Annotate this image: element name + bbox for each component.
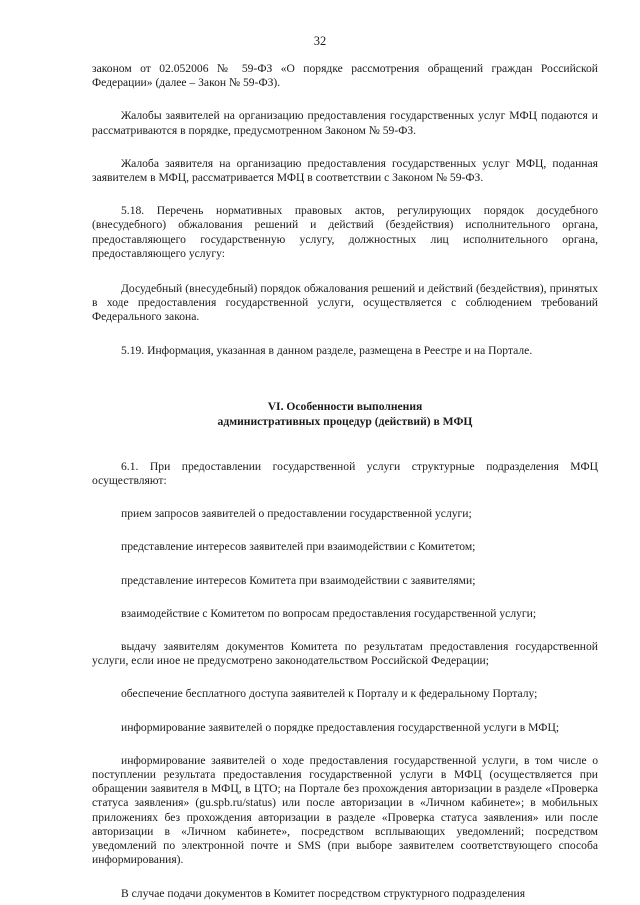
paragraph: Досудебный (внесудебный) порядок обжалования решений и действий (бездействия), принятых в ходе предоставления государственной услуги, осуществляется с соблюдением требований Федерального закона. [92, 282, 598, 324]
section-heading-line: VI. Особенности выполнения [267, 399, 423, 413]
list-item: обеспечение бесплатного доступа заявителей к Порталу и к федеральному Порталу; [121, 687, 538, 701]
paragraph: 5.18. Перечень нормативных правовых актов, регулирующих порядок досудебного (внесудебного) обжалования решений и действий (бездействия) исполнительного органа, предоставляющего государственную услугу, должностных лиц исполнительного органа, предоставляющего услугу: [92, 204, 598, 260]
paragraph: 6.1. При предоставлении государственной услуги структурные подразделения МФЦ осуществляют: [92, 459, 598, 488]
list-item: информирование заявителей о ходе предоставления государственной услуги, в том числе о поступлении результата предоставления государственной услуги в МФЦ (осуществляется при обращении заявителя в МФЦ, в ЦТО; на Портале без прохождения авторизации в разделе «Проверка статуса заявления» (gu.spb.ru/status) или после авторизации в «Личном кабинете»; в мобильных приложениях без прохождения авторизации в разделе «Проверка статуса заявления» или после авторизации в «Личном кабинете», посредством всплывающих уведомлений; посредством уведомлений по электронной почте и SMS (при выборе заявителем соответствующего способа информирования). [92, 753, 598, 867]
list-item: взаимодействие с Комитетом по вопросам предоставления государственной услуги; [121, 606, 537, 620]
paragraph: Жалобы заявителей на организацию предоставления государственных услуг МФЦ подаются и рассматриваются в порядке, предусмотренном Законом № 59-ФЗ. [92, 109, 598, 137]
list-item: информирование заявителей о порядке предоставления государственной услуги в МФЦ; [121, 720, 560, 734]
list-item: выдачу заявителям документов Комитета по результатам предоставления государственной услуги, если иное не предусмотрено законодательством Российской Федерации; [92, 640, 598, 668]
list-item: прием запросов заявителей о предоставлении государственной услуги; [121, 507, 472, 521]
page-number: 32 [313, 34, 327, 48]
paragraph: В случае подачи документов в Комитет посредством структурного подразделения [121, 886, 526, 900]
list-item: представление интересов заявителей при взаимодействии с Комитетом; [121, 540, 476, 554]
section-heading [92, 399, 598, 429]
list-item: представление интересов Комитета при взаимодействии с заявителями; [121, 573, 476, 587]
paragraph: законом от 02.052006 № 59-ФЗ «О порядке рассмотрения обращений граждан Российской Федерации» (далее – Закон № 59-ФЗ). [92, 62, 598, 90]
paragraph: Жалоба заявителя на организацию предоставления государственных услуг МФЦ, поданная заявителем в МФЦ, рассматривается МФЦ в соответствии с Законом № 59-ФЗ. [92, 156, 598, 185]
document-body [92, 62, 598, 901]
paragraph: 5.19. Информация, указанная в данном разделе, размещена в Реестре и на Портале. [121, 343, 533, 357]
section-heading-line: административных процедур (действий) в МФЦ [217, 414, 473, 428]
